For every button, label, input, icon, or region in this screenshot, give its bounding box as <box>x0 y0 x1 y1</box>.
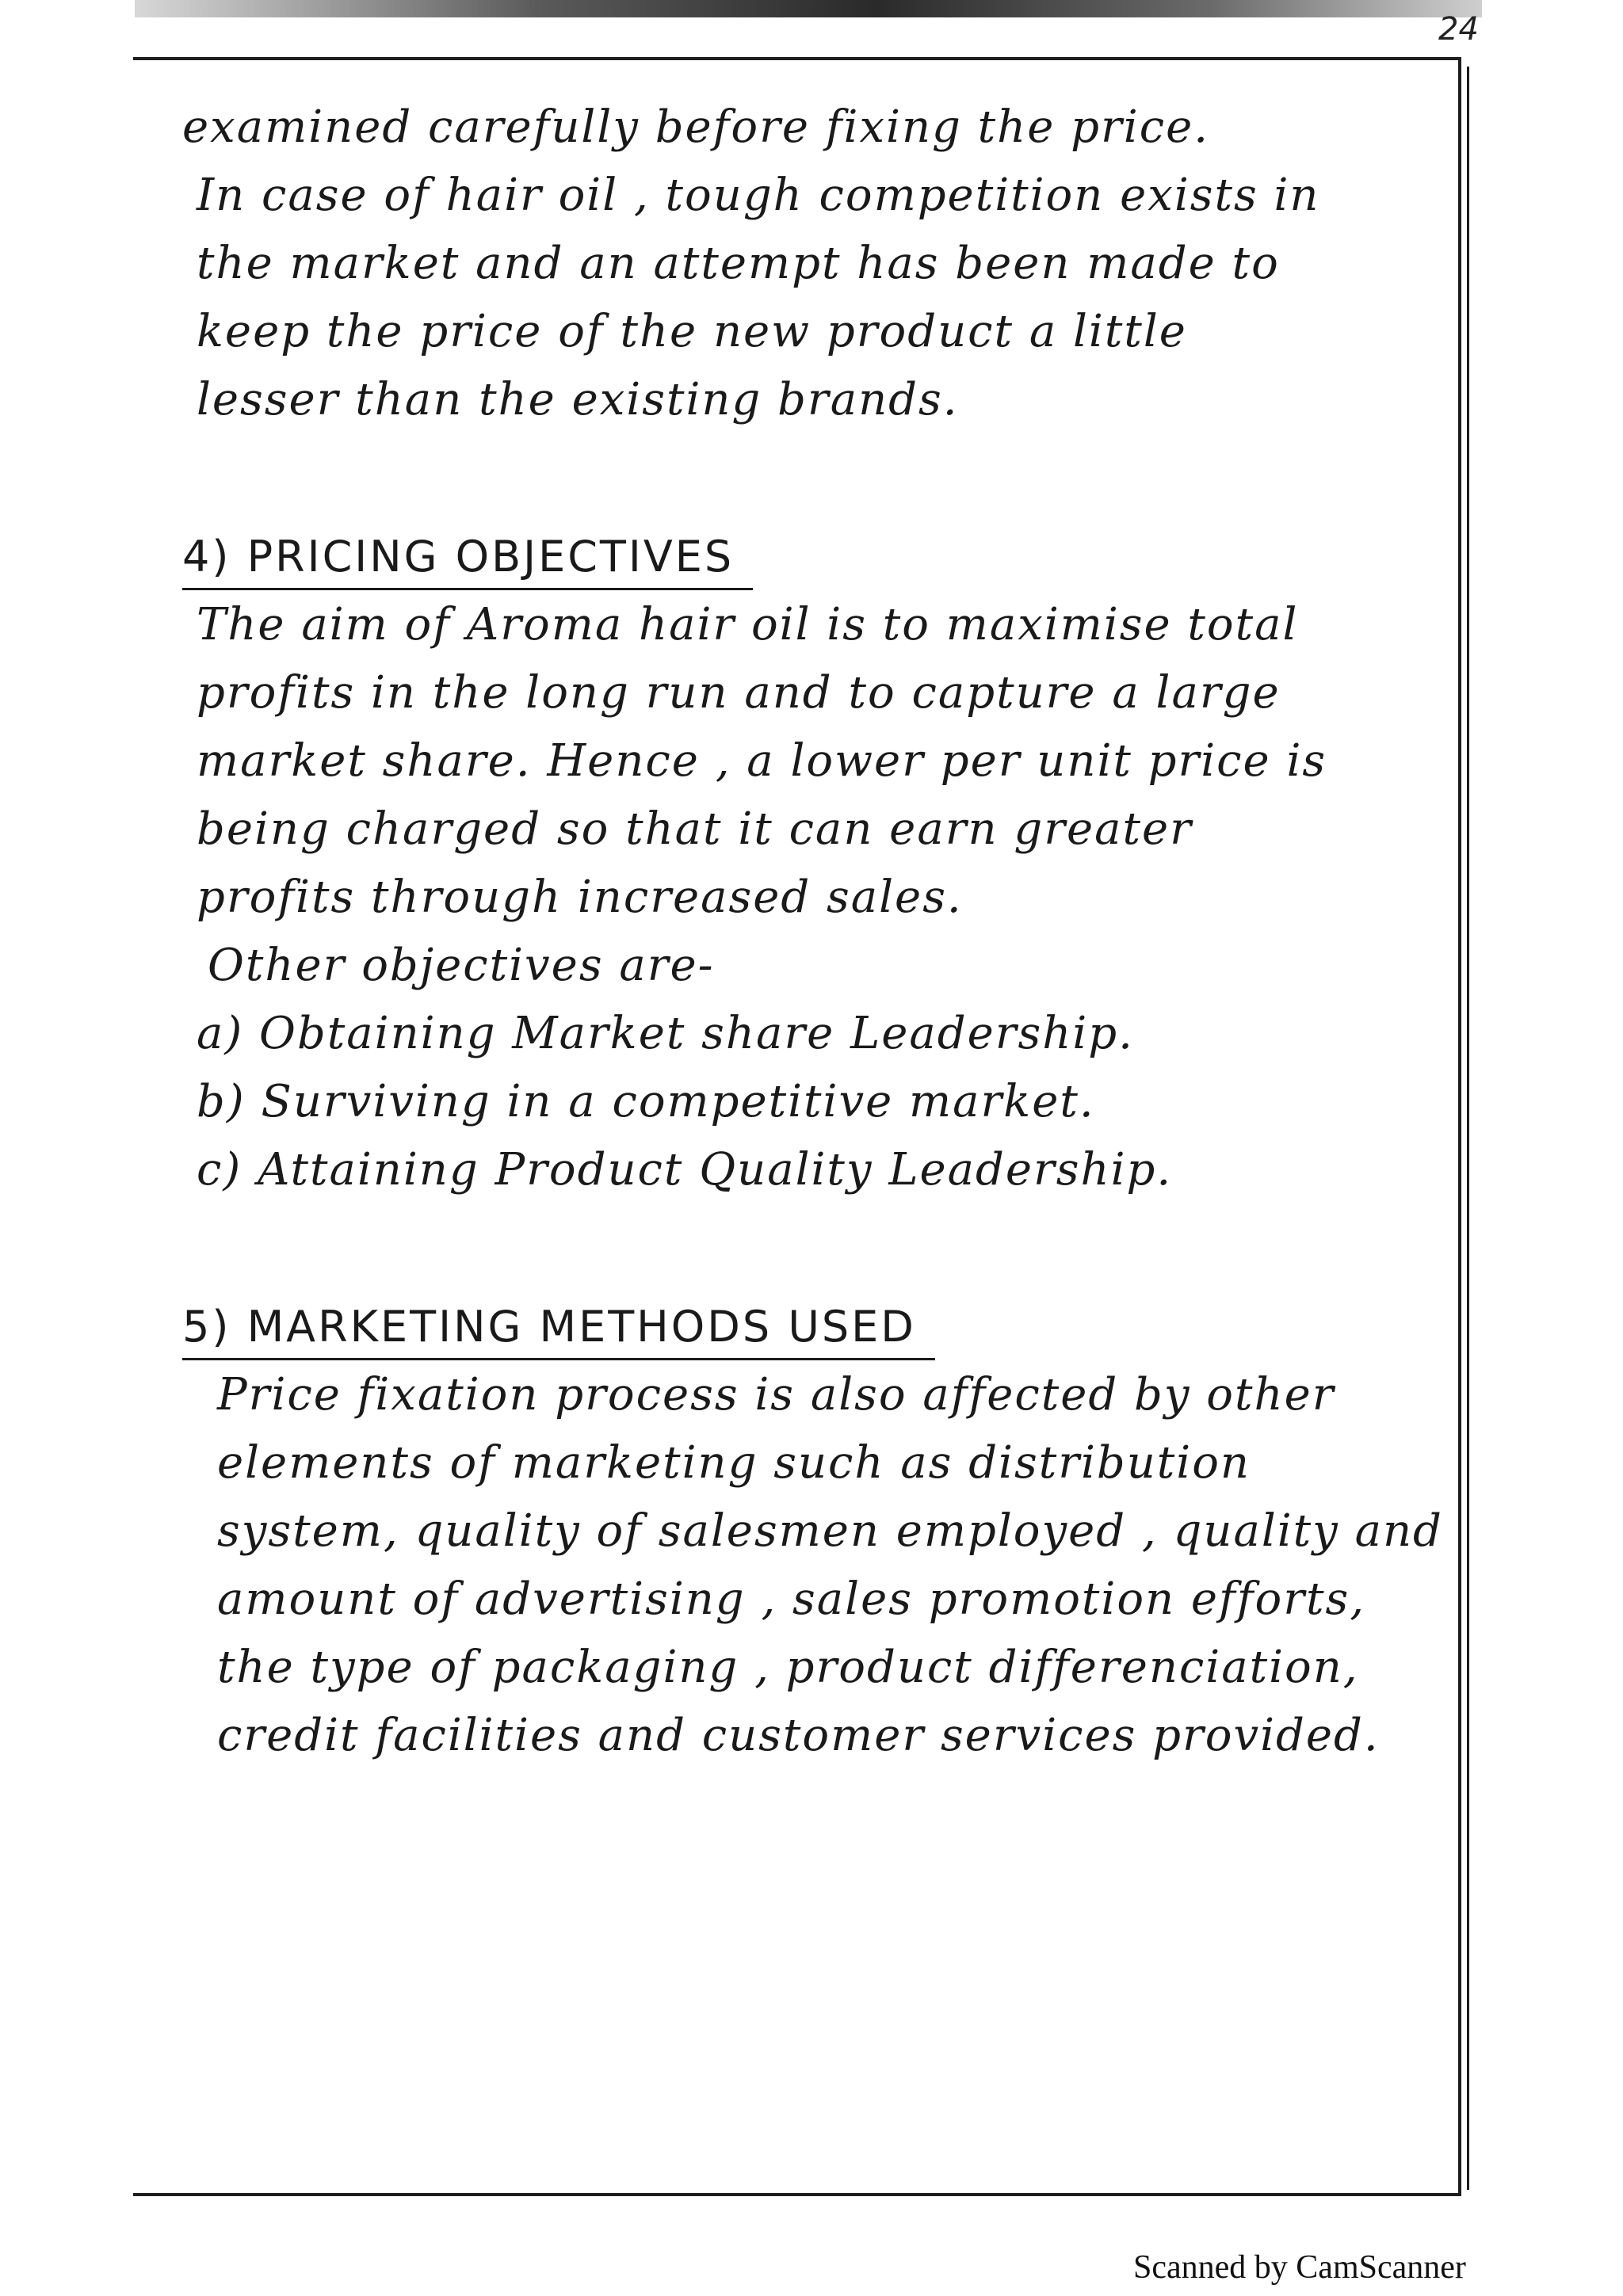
section-5-line-3: system, quality of salesmen employed , quality and <box>217 1505 1443 1557</box>
intro-line-2: In case of hair oil , tough competition exists in <box>197 170 1320 221</box>
section-5-line-1: Price fixation process is also affected by other <box>217 1369 1335 1421</box>
section-4-line-3: market share. Hence , a lower per unit price is <box>197 735 1327 787</box>
section-5-heading: 5) MARKETING METHODS USED <box>182 1302 916 1352</box>
section-5-line-6: credit facilities and customer services provided. <box>217 1710 1380 1761</box>
intro-line-5: lesser than the existing brands. <box>197 374 959 425</box>
section-spacer <box>182 1204 1450 1293</box>
scanner-watermark: Scanned by CamScanner <box>1133 2249 1466 2286</box>
intro-paragraph <box>182 93 1450 434</box>
section-4-line-2: profits in the long run and to capture a large <box>197 667 1281 719</box>
objectives-intro: Other objectives are- <box>208 940 715 991</box>
scan-top-edge <box>135 0 1482 17</box>
intro-line-3: the market and an attempt has been made to <box>197 238 1280 289</box>
section-4-heading: 4) PRICING OBJECTIVES <box>182 532 735 582</box>
section-5-line-4: amount of advertising , sales promotion efforts, <box>217 1573 1366 1625</box>
page-number: 24 <box>1438 11 1479 48</box>
section-pricing-objectives <box>182 523 1450 1204</box>
section-marketing-methods <box>182 1293 1450 1770</box>
section-4-line-1: The aim of Aroma hair oil is to maximise total <box>197 599 1299 650</box>
section-4-line-5: profits through increased sales. <box>197 871 963 923</box>
section-spacer <box>182 434 1450 523</box>
section-4-line-4: being charged so that it can earn greater <box>197 803 1193 855</box>
objective-item-b: b) Surviving in a competitive market. <box>197 1076 1095 1127</box>
section-5-line-5: the type of packaging , product differenciation, <box>217 1642 1359 1693</box>
handwritten-page-content <box>182 93 1450 1770</box>
objective-item-c: c) Attaining Product Quality Leadership. <box>197 1144 1173 1196</box>
section-5-line-2: elements of marketing such as distribution <box>217 1437 1251 1489</box>
objective-item-a: a) Obtaining Market share Leadership. <box>197 1008 1134 1059</box>
section-4-heading-underline <box>182 526 753 590</box>
intro-line-1: examined carefully before fixing the price. <box>182 101 1210 153</box>
intro-line-4: keep the price of the new product a little <box>197 306 1187 357</box>
section-5-heading-underline <box>182 1296 935 1360</box>
